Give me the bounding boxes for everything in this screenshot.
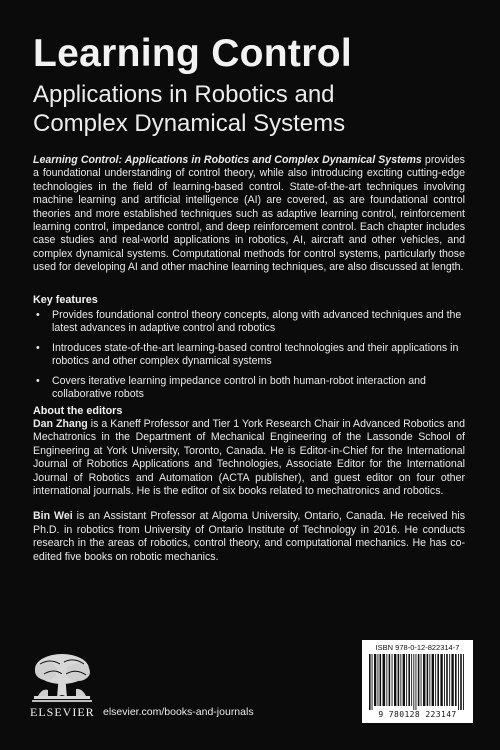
- feature-text: Provides foundational control theory concepts, along with advanced techniques and the latest advances in adaptive control and robotics: [52, 309, 462, 335]
- about-editors-section: [33, 405, 465, 576]
- key-features-section: [33, 294, 465, 407]
- editor-bio: [33, 418, 465, 498]
- bullet-icon: •: [36, 374, 40, 387]
- book-title: Learning Control: [33, 32, 352, 75]
- subtitle-line-1: Applications in Robotics and: [33, 81, 335, 108]
- publisher-name: ELSEVIER: [30, 705, 95, 719]
- bullet-icon: •: [36, 341, 40, 354]
- key-features-heading: Key features: [33, 294, 98, 306]
- book-description: [33, 154, 465, 275]
- editor-name: Bin Wei: [33, 510, 73, 523]
- editor-bio-text: is an Assistant Professor at Algoma University, Ontario, Canada. He received his Ph.D. in robotics from University of Ontario Institute of Technology in 2016. He conducts research in the areas of robotics, control theory, and computational mechanics. He has co-edited five books on robotic mechanics.: [33, 510, 465, 563]
- elsevier-tree-logo-icon: [30, 652, 94, 709]
- barcode-panel: [362, 640, 473, 723]
- feature-item: [33, 342, 465, 369]
- feature-item: [33, 309, 465, 336]
- about-editors-heading: About the editors: [33, 405, 123, 417]
- barcode-digits: 9 780128 223147: [378, 710, 457, 719]
- subtitle-line-2: Complex Dynamical Systems: [33, 110, 346, 137]
- feature-text: Covers iterative learning impedance control in both human-robot interaction and collaborative robots: [52, 374, 426, 401]
- editor-bio: [33, 510, 465, 564]
- publisher-url: elsevier.com/books-and-journals: [103, 706, 254, 718]
- barcode-icon: [367, 654, 468, 710]
- description-lead: Learning Control: Applications in Robotics and Complex Dynamical Systems: [33, 154, 422, 166]
- bullet-icon: •: [36, 309, 40, 321]
- key-features-list: [33, 309, 465, 401]
- isbn-label: ISBN 978-0-12-822314-7: [375, 643, 460, 652]
- editor-name: Dan Zhang: [33, 418, 88, 430]
- editor-bio-text: is a Kaneff Professor and Tier 1 York Research Chair in Advanced Robotics and Mechatronics in the Department of Mechanical Engineering of the Lassonde School of Engineering at York University, Toronto, Canada. He is Editor-in-Chief for the International Journal of Robotics Applications and Technologies, Associate Editor for the International Journal of Robotics and Automation (ACTA publisher), and guest editor on four other international journals. He is the editor of six books related to mechatronics and robotics.: [33, 418, 466, 498]
- book-subtitle: [33, 80, 473, 138]
- description-text: provides a foundational understanding of control theory, while also introducing exciting cutting-edge technologies in the field of learning-based control. State-of-the-art techniques involving machine learning and artificial intelligence (AI) are covered, as are foundational control theories and more established techniques such as adaptive learning control, reinforcement learning control, impedance control, and deep reinforcement control. Each chapter includes case studies and real-world applications in robotics, AI, aircraft and other vehicles, and complex dynamical systems. Computational methods for control systems, particularly those used for developing AI and other machine learning techniques, are also discussed at length.: [33, 154, 465, 274]
- feature-text: Introduces state-of-the-art learning-based control technologies and their applications in robotics and other complex dynamical systems: [52, 341, 459, 368]
- feature-item: [33, 375, 465, 402]
